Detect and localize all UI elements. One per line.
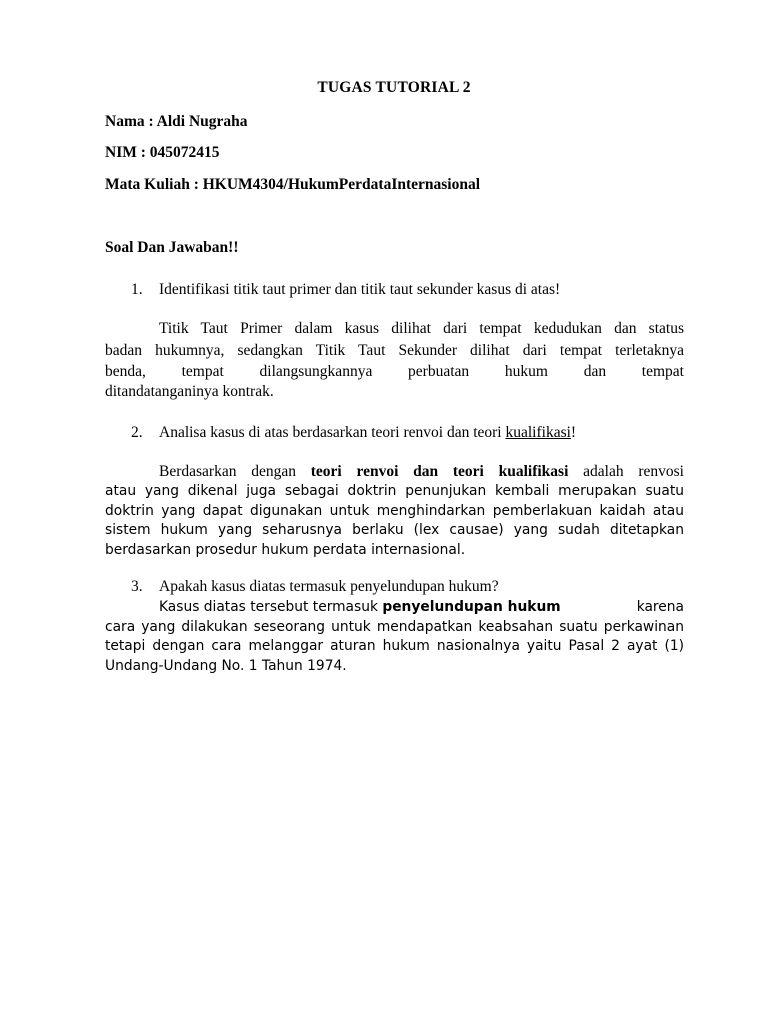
answer-1 [105,319,684,402]
question-2-text-pre: Analisa kasus di atas berdasarkan teori renvoi dan teori [159,424,506,441]
answer-2-line: doktrin yang dapat digunakan untuk menghindarkan pemberlakuan kaidah atau [105,502,684,519]
answer-3 [105,598,684,676]
answer-3-line: cara yang dilakukan seseorang untuk mendapatkan keabsahan suatu perkawinan [105,618,684,635]
answer-2-first-pre: Berdasarkan dengan [159,463,311,480]
student-nim: NIM : 045072415 [105,144,220,161]
answer-1-line: badan hukumnya, sedangkan Titik Taut Sekunder dilihat dari tempat terletaknya [105,342,684,359]
answer-3-line: Undang-Undang No. 1 Tahun 1974. [105,657,347,674]
answer-3-first-pre: Kasus diatas tersebut termasuk [159,599,383,615]
answer-2-line: atau yang dikenal juga sebagai doktrin penunjukan kembali merupakan suatu [105,483,684,499]
answer-3-first-line [105,598,684,618]
answer-2-first-line [105,462,684,482]
question-1-number: 1. [131,281,143,298]
answer-3-first-post: karena [636,599,684,615]
answer-2-first-bold: teori renvoi dan teori kualifikasi [310,463,569,480]
document-title: TUGAS TUTORIAL 2 [317,79,471,96]
answer-2-first-post: adalah renvosi [568,463,684,480]
answer-2-line: sistem hukum yang seharusnya berlaku (lex causae) yang sudah ditetapkan [105,522,684,538]
question-2-text [159,423,576,443]
section-heading: Soal Dan Jawaban!! [105,239,239,256]
question-2-underlined: kualifikasi [505,424,571,441]
answer-2-line: berdasarkan prosedur hukum perdata internasional. [105,541,466,558]
question-2-number: 2. [131,424,143,441]
answer-1-line: benda, tempat dilangsungkannya perbuatan hukum dan tempat [105,363,684,380]
question-2-text-post: ! [570,424,577,441]
question-3-text: Apakah kasus diatas termasuk penyelundupan hukum? [159,578,499,595]
answer-1-line: ditandatanganinya kontrak. [105,383,274,400]
course-name: Mata Kuliah : HKUM4304/HukumPerdataInternasional [105,176,481,193]
question-1-text: Identifikasi titik taut primer dan titik taut sekunder kasus di atas! [159,281,561,298]
answer-1-line: Titik Taut Primer dalam kasus dilihat dari tempat kedudukan dan status [159,320,684,337]
student-name: Nama : Aldi Nugraha [105,113,248,130]
question-3-number: 3. [131,578,143,595]
answer-2 [105,462,684,560]
answer-3-first-bold: penyelundupan hukum [382,599,561,615]
answer-3-line: tetapi dengan cara melanggar aturan hukum nasionalnya yaitu Pasal 2 ayat (1) [105,638,684,654]
